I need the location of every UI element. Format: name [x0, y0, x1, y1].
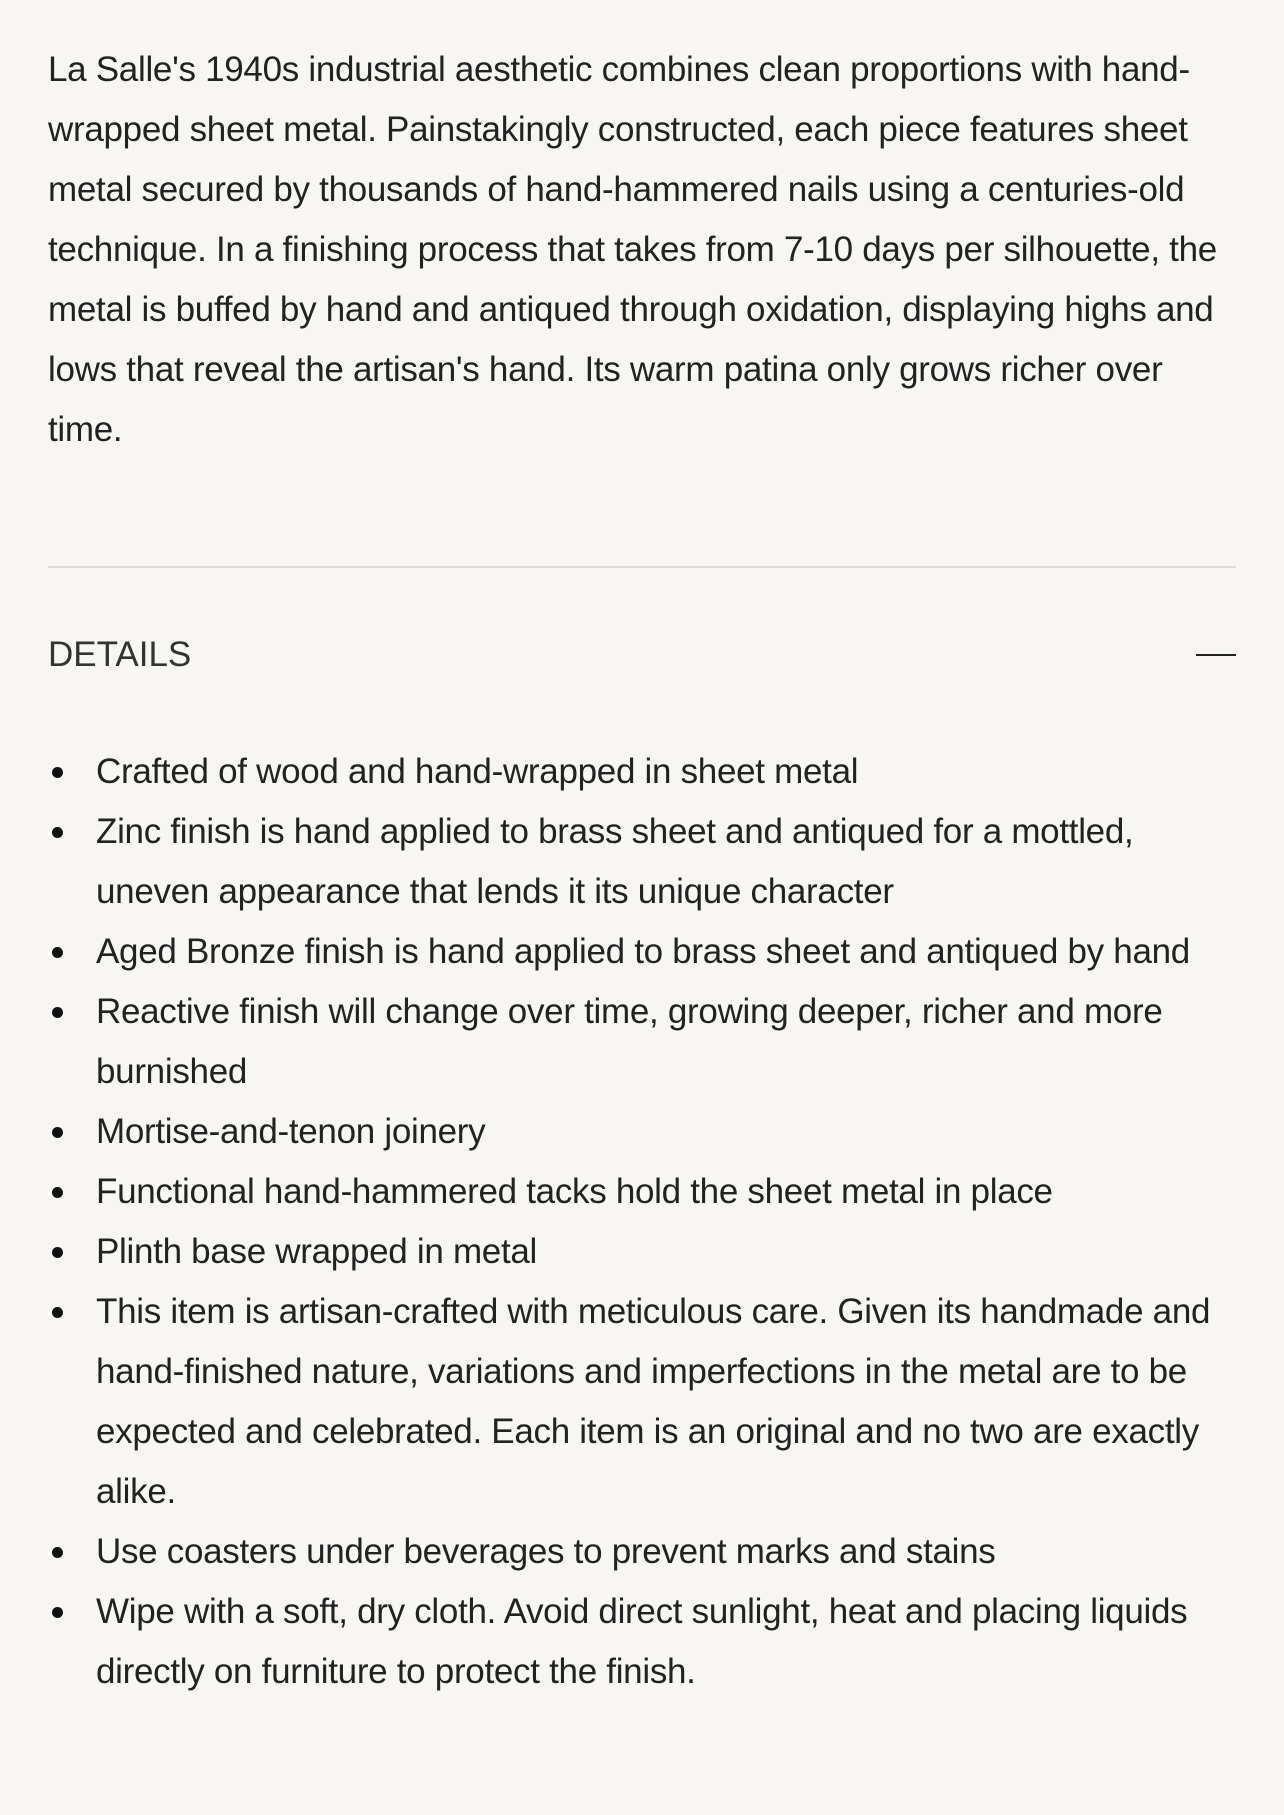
details-item-text: Wipe with a soft, dry cloth. Avoid direct sunlight, heat and placing liquids directly on furniture to protect the finish.	[96, 1592, 1188, 1691]
details-item-text: This item is artisan-crafted with meticulous care. Given its handmade and hand-finished nature, variations and imperfections in the metal are to be expected and celebrated. Each item is an original and no two are exactly alike.	[96, 1292, 1211, 1511]
details-item-text: Use coasters under beverages to prevent marks and stains	[96, 1532, 996, 1571]
details-item-text: Reactive finish will change over time, growing deeper, richer and more burnished	[96, 992, 1163, 1091]
details-list-item	[48, 1162, 1248, 1222]
bullet-icon	[52, 1307, 63, 1318]
minus-icon[interactable]	[1196, 635, 1236, 675]
details-list	[48, 742, 1248, 1702]
bullet-icon	[52, 1247, 63, 1258]
details-list-item	[48, 742, 1248, 802]
bullet-icon	[52, 1007, 63, 1018]
details-item-text: Plinth base wrapped in metal	[96, 1232, 538, 1271]
bullet-icon	[52, 1187, 63, 1198]
details-list-item	[48, 1222, 1248, 1282]
details-list-item	[48, 1522, 1248, 1582]
details-item-text: Functional hand-hammered tacks hold the sheet metal in place	[96, 1172, 1053, 1211]
bullet-icon	[52, 827, 63, 838]
details-accordion-header[interactable]	[48, 620, 1236, 690]
details-item-text: Zinc finish is hand applied to brass sheet and antiqued for a mottled, uneven appearance that lends it its unique character	[96, 812, 1134, 911]
details-list-item	[48, 1582, 1248, 1702]
bullet-icon	[52, 1547, 63, 1558]
section-divider	[48, 566, 1236, 568]
product-description: La Salle's 1940s industrial aesthetic combines clean proportions with hand-wrapped sheet metal. Painstakingly constructed, each piece features sheet metal secured by thousands of hand-hammered nails using a centuries-old technique. In a finishing process that takes from 7-10 days per silhouette, the metal is buffed by hand and antiqued through oxidation, displaying highs and lows that reveal the artisan's hand. Its warm patina only grows richer over time.	[48, 50, 1217, 449]
bullet-icon	[52, 1127, 63, 1138]
details-item-text: Crafted of wood and hand-wrapped in sheet metal	[96, 752, 859, 791]
bullet-icon	[52, 947, 63, 958]
details-item-text: Aged Bronze finish is hand applied to brass sheet and antiqued by hand	[96, 932, 1190, 971]
details-list-item	[48, 1282, 1248, 1522]
product-description-section	[48, 40, 1236, 460]
details-title: DETAILS	[48, 635, 192, 674]
details-list-item	[48, 922, 1248, 982]
bullet-icon	[52, 767, 63, 778]
details-list-item	[48, 802, 1248, 922]
details-item-text: Mortise-and-tenon joinery	[96, 1112, 486, 1151]
details-list-item	[48, 1102, 1248, 1162]
details-list-item	[48, 982, 1248, 1102]
bullet-icon	[52, 1607, 63, 1618]
